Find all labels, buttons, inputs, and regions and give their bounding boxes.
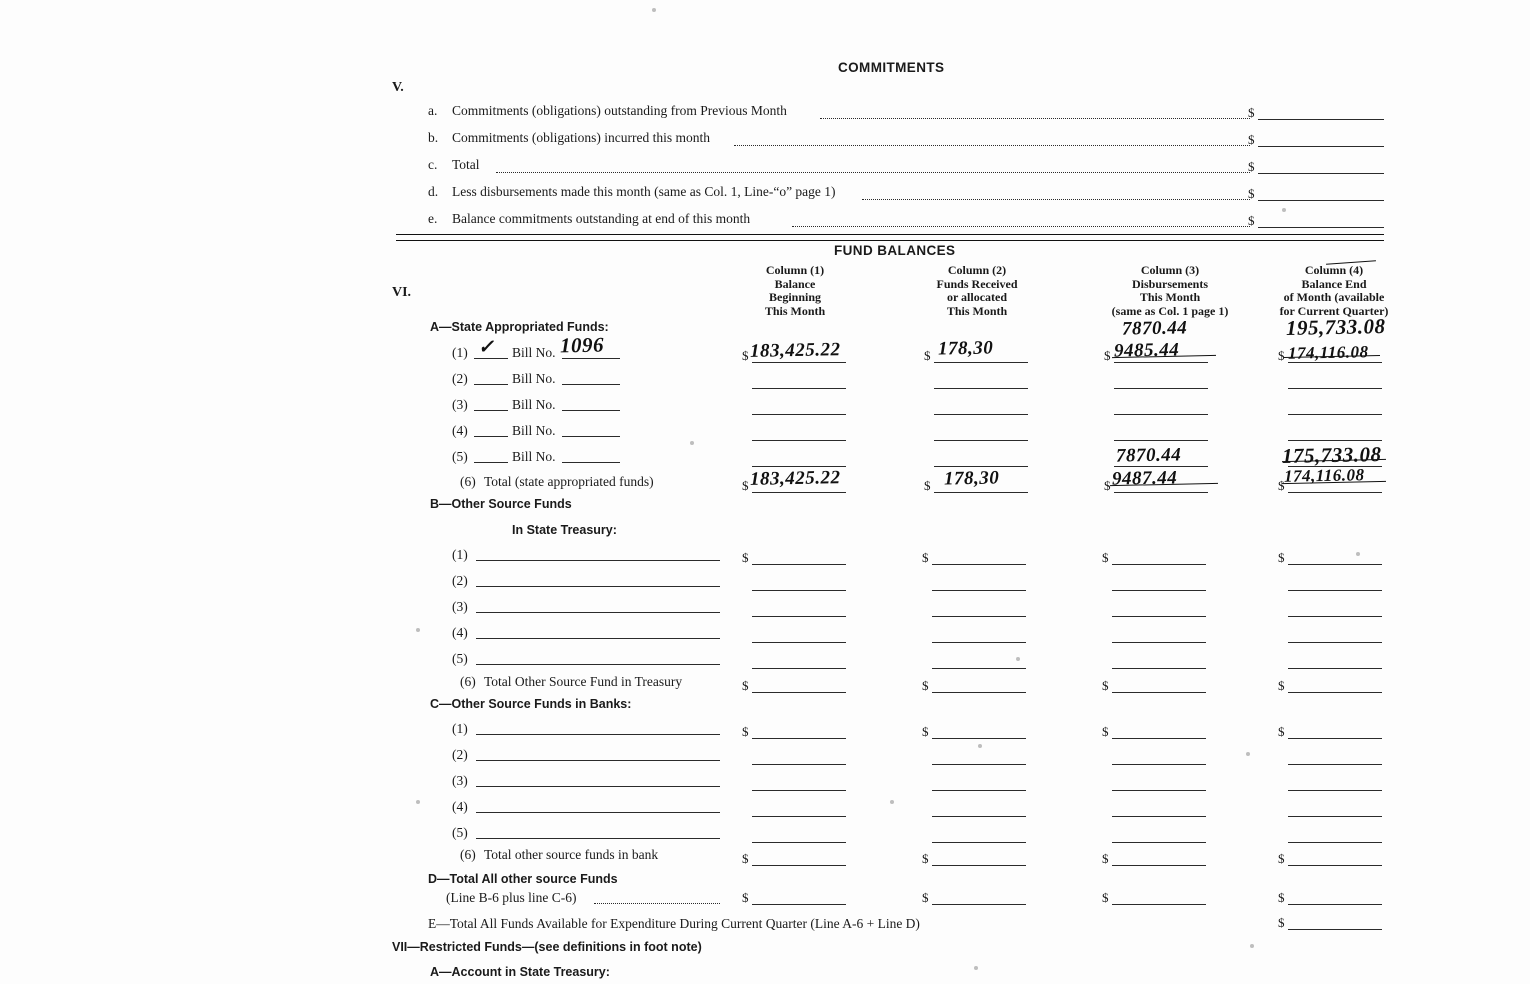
- c6-col2-line[interactable]: [932, 865, 1026, 866]
- group-a-heading: A—State Appropriated Funds:: [430, 320, 609, 334]
- commitments-amount-line[interactable]: [1258, 173, 1384, 174]
- currency-symbol: $: [742, 851, 749, 866]
- c4-col4-line[interactable]: [1288, 816, 1382, 817]
- a3-col3-line[interactable]: [1114, 414, 1208, 415]
- bill-number-line[interactable]: [562, 410, 620, 411]
- c6-col3-line[interactable]: [1112, 865, 1206, 866]
- column-3-line3: (same as Col. 1 page 1): [1111, 303, 1229, 318]
- b6-col1-line[interactable]: [752, 692, 846, 693]
- c6-col1-line[interactable]: [752, 865, 846, 866]
- column-3-line1: Disbursements: [1131, 276, 1208, 291]
- handwritten-bill-no: 1096: [559, 332, 605, 358]
- bill-row-label: Bill No.: [512, 423, 556, 438]
- scan-speck: [690, 441, 694, 445]
- bill-row-label: Bill No.: [512, 397, 556, 412]
- c3-col4-line[interactable]: [1288, 790, 1382, 791]
- currency-symbol: $: [1248, 213, 1255, 228]
- a6-col2-line[interactable]: [934, 492, 1028, 493]
- group-b-heading: B—Other Source Funds: [430, 497, 572, 511]
- a6-col3-line[interactable]: [1114, 492, 1208, 493]
- c-row-number: (5): [452, 825, 468, 840]
- b4-col2-line[interactable]: [932, 642, 1026, 643]
- currency-symbol: $: [1102, 550, 1109, 565]
- leader-dots: [820, 118, 1250, 119]
- group-a-total-label: Total (state appropriated funds): [484, 474, 654, 489]
- b4-desc-line[interactable]: [476, 638, 720, 639]
- handwritten-check: ✓: [477, 336, 495, 359]
- c-row-number: (1): [452, 721, 468, 736]
- c3-col3-line[interactable]: [1112, 790, 1206, 791]
- currency-symbol: $: [924, 478, 931, 493]
- commitments-row-label: Balance commitments outstanding at end of this month: [452, 211, 751, 226]
- column-1-header: [730, 264, 860, 318]
- scan-speck: [1356, 552, 1360, 556]
- c3-desc-line[interactable]: [476, 786, 720, 787]
- b2-col2-line[interactable]: [932, 590, 1026, 591]
- bill-row-label: Bill No.: [512, 371, 556, 386]
- c2-col3-line[interactable]: [1112, 764, 1206, 765]
- currency-symbol: $: [742, 678, 749, 693]
- commitments-amount-line[interactable]: [1258, 200, 1384, 201]
- d-col3-line[interactable]: [1112, 904, 1206, 905]
- handwritten-a6-col3-struck: 9487.44: [1111, 467, 1178, 490]
- commitments-row-label: Commitments (obligations) incurred this month: [452, 130, 710, 145]
- c5-col4-line[interactable]: [1288, 842, 1382, 843]
- bill-row-number: (3): [452, 397, 468, 412]
- column-2-title: Column (2): [947, 263, 1007, 277]
- currency-symbol: $: [1104, 348, 1111, 363]
- c4-col1-line[interactable]: [752, 816, 846, 817]
- column-4-line2: of Month (available: [1283, 290, 1385, 304]
- commitments-amount-line[interactable]: [1258, 146, 1384, 147]
- commitments-row-label: Less disbursements made this month (same as Col. 1, Line-“o” page 1): [452, 184, 836, 199]
- column-2-line1: Funds Received: [936, 276, 1018, 291]
- scan-speck: [1246, 752, 1250, 756]
- c-row-number: (3): [452, 773, 468, 788]
- currency-symbol: $: [924, 348, 931, 363]
- currency-symbol: $: [1278, 678, 1285, 693]
- a2-col2-line[interactable]: [934, 388, 1028, 389]
- handwritten-a6-col4-top: 175,733.08: [1281, 442, 1382, 468]
- a2-col4-line[interactable]: [1288, 388, 1382, 389]
- currency-symbol: $: [1248, 105, 1255, 120]
- handwritten-a1-col3-struck: 9485.44: [1113, 339, 1180, 362]
- b2-col3-line[interactable]: [1112, 590, 1206, 591]
- scan-speck: [652, 8, 656, 12]
- c1-col3-line[interactable]: [1112, 738, 1206, 739]
- column-3-header: [1084, 264, 1256, 318]
- b6-col4-line[interactable]: [1288, 692, 1382, 693]
- b-row-number: (5): [452, 651, 468, 666]
- leader-dots: [792, 226, 1250, 227]
- currency-symbol: $: [1278, 478, 1285, 493]
- column-2-header: [906, 264, 1048, 318]
- handwritten-a6-col1: 183,425.22: [749, 467, 841, 490]
- c1-col1-line[interactable]: [752, 738, 846, 739]
- group-c-heading: C—Other Source Funds in Banks:: [430, 697, 632, 711]
- scan-speck: [890, 800, 894, 804]
- a4-col4-line[interactable]: [1288, 440, 1382, 441]
- c5-col3-line[interactable]: [1112, 842, 1206, 843]
- bill-number-line[interactable]: [562, 462, 620, 463]
- a3-col4-line[interactable]: [1288, 414, 1382, 415]
- commitments-row-letter: b.: [428, 130, 439, 145]
- b2-col4-line[interactable]: [1288, 590, 1382, 591]
- b1-desc-line[interactable]: [476, 560, 720, 561]
- b5-col4-line[interactable]: [1288, 668, 1382, 669]
- scan-speck: [978, 744, 982, 748]
- b5-col3-line[interactable]: [1112, 668, 1206, 669]
- d-col4-line[interactable]: [1288, 904, 1382, 905]
- b-row-number: (4): [452, 625, 468, 640]
- c2-desc-line[interactable]: [476, 760, 720, 761]
- handwritten-a1-col2: 178,30: [937, 337, 994, 360]
- column-1-title: Column (1): [765, 263, 825, 277]
- currency-symbol: $: [742, 348, 749, 363]
- b5-col2-line[interactable]: [932, 668, 1026, 669]
- column-1-line1: Balance: [774, 276, 816, 291]
- commitments-amount-line[interactable]: [1258, 119, 1384, 120]
- commitments-row-letter: e.: [428, 211, 438, 226]
- group-c-total-number: (6): [460, 847, 476, 862]
- b3-col3-line[interactable]: [1112, 616, 1206, 617]
- bill-prefix-line[interactable]: [474, 436, 508, 437]
- b-row-number: (3): [452, 599, 468, 614]
- currency-symbol: $: [1278, 890, 1285, 905]
- currency-symbol: $: [742, 550, 749, 565]
- currency-symbol: $: [742, 890, 749, 905]
- group-b-subheading: In State Treasury:: [512, 523, 617, 537]
- group-b-total-label: Total Other Source Fund in Treasury: [484, 674, 683, 689]
- currency-symbol: $: [1278, 550, 1285, 565]
- currency-symbol: $: [1248, 159, 1255, 174]
- currency-symbol: $: [922, 550, 929, 565]
- b3-col1-line[interactable]: [752, 616, 846, 617]
- column-3-line2: This Month: [1139, 290, 1201, 304]
- a4-col2-line[interactable]: [934, 440, 1028, 441]
- scan-speck: [416, 628, 420, 632]
- b-row-number: (1): [452, 547, 468, 562]
- currency-symbol: $: [922, 678, 929, 693]
- currency-symbol: $: [922, 890, 929, 905]
- column-4-title: Column (4): [1304, 263, 1364, 277]
- column-3-title: Column (3): [1140, 263, 1200, 277]
- currency-symbol: $: [1278, 724, 1285, 739]
- c5-desc-line[interactable]: [476, 838, 720, 839]
- group-b-total-number: (6): [460, 674, 476, 689]
- bill-number-line[interactable]: [562, 384, 620, 385]
- b6-col3-line[interactable]: [1112, 692, 1206, 693]
- c5-col1-line[interactable]: [752, 842, 846, 843]
- b3-desc-line[interactable]: [476, 612, 720, 613]
- bill-number-line[interactable]: [562, 436, 620, 437]
- b4-col3-line[interactable]: [1112, 642, 1206, 643]
- d-col2-line[interactable]: [932, 904, 1026, 905]
- c-row-number: (4): [452, 799, 468, 814]
- c2-col1-line[interactable]: [752, 764, 846, 765]
- leader-dots: [594, 903, 720, 904]
- section-number-v: V.: [392, 80, 404, 95]
- group-d-heading-line1: D—Total All other source Funds: [428, 872, 618, 886]
- currency-symbol: $: [1248, 132, 1255, 147]
- currency-symbol: $: [922, 851, 929, 866]
- scan-speck: [1250, 944, 1254, 948]
- e-col4-line[interactable]: [1288, 929, 1382, 930]
- c5-col2-line[interactable]: [932, 842, 1026, 843]
- b2-desc-line[interactable]: [476, 586, 720, 587]
- a4-col3-line[interactable]: [1114, 440, 1208, 441]
- d-col1-line[interactable]: [752, 904, 846, 905]
- section-number-vi: VI.: [392, 285, 412, 300]
- c1-col4-line[interactable]: [1288, 738, 1382, 739]
- a2-col3-line[interactable]: [1114, 388, 1208, 389]
- c2-col2-line[interactable]: [932, 764, 1026, 765]
- scan-speck: [974, 966, 978, 970]
- b-row-number: (2): [452, 573, 468, 588]
- currency-symbol: $: [1102, 890, 1109, 905]
- currency-symbol: $: [1278, 851, 1285, 866]
- column-1-line3: This Month: [764, 303, 826, 318]
- currency-symbol: $: [922, 724, 929, 739]
- c4-col2-line[interactable]: [932, 816, 1026, 817]
- a2-col1-line[interactable]: [752, 388, 846, 389]
- handwritten-a6-col2: 178,30: [943, 467, 1000, 490]
- a6-col1-line[interactable]: [752, 492, 846, 493]
- a3-col1-line[interactable]: [752, 414, 846, 415]
- b4-col4-line[interactable]: [1288, 642, 1382, 643]
- a4-col1-line[interactable]: [752, 440, 846, 441]
- column-4-header: [1258, 264, 1410, 318]
- c3-col1-line[interactable]: [752, 790, 846, 791]
- currency-symbol: $: [1278, 915, 1285, 930]
- commitments-row-letter: d.: [428, 184, 439, 199]
- c3-col2-line[interactable]: [932, 790, 1026, 791]
- b3-col4-line[interactable]: [1288, 616, 1382, 617]
- leader-dots: [734, 145, 1250, 146]
- handwritten-a6-col3-top: 7870.44: [1115, 444, 1182, 467]
- group-d-heading-line2: (Line B-6 plus line C-6): [446, 890, 577, 905]
- b2-col1-line[interactable]: [752, 590, 846, 591]
- column-2-line2: or allocated: [946, 290, 1008, 304]
- currency-symbol: $: [1248, 186, 1255, 201]
- bill-prefix-line[interactable]: [474, 462, 508, 463]
- column-2-line3: This Month: [946, 303, 1008, 318]
- bill-row-label: Bill No.: [512, 449, 556, 464]
- b5-col1-line[interactable]: [752, 668, 846, 669]
- c1-col2-line[interactable]: [932, 738, 1026, 739]
- bill-row-number: (2): [452, 371, 468, 386]
- handwritten-a1-col3-top: 7870.44: [1121, 317, 1188, 340]
- leader-dots: [496, 172, 1250, 173]
- group-c-total-label: Total other source funds in bank: [484, 847, 659, 862]
- scan-speck: [1016, 657, 1020, 661]
- a3-col2-line[interactable]: [934, 414, 1028, 415]
- c1-desc-line[interactable]: [476, 734, 720, 735]
- c4-col3-line[interactable]: [1112, 816, 1206, 817]
- leader-dots: [862, 199, 1250, 200]
- b1-col3-line[interactable]: [1112, 564, 1206, 565]
- c-row-number: (2): [452, 747, 468, 762]
- bill-row-label: Bill No.: [512, 345, 556, 360]
- currency-symbol: $: [742, 478, 749, 493]
- group-e-heading: E—Total All Funds Available for Expenditure During Current Quarter (Line A-6 + Line D): [428, 916, 920, 931]
- commitments-row-letter: a.: [428, 103, 438, 118]
- a1-col2-line[interactable]: [934, 362, 1028, 363]
- c6-col4-line[interactable]: [1288, 865, 1382, 866]
- bill-prefix-line[interactable]: [474, 410, 508, 411]
- currency-symbol: $: [1102, 724, 1109, 739]
- fund-balances-title: FUND BALANCES: [834, 243, 956, 258]
- handwritten-a1-col4-struck: 174,116.08: [1287, 342, 1369, 363]
- bill-row-number: (1): [452, 345, 468, 360]
- scan-speck: [416, 800, 420, 804]
- handwritten-a6-col4-struck: 174,116.08: [1283, 465, 1365, 486]
- b5-desc-line[interactable]: [476, 664, 720, 665]
- commitments-row-label: Commitments (obligations) outstanding from Previous Month: [452, 103, 787, 118]
- b3-col2-line[interactable]: [932, 616, 1026, 617]
- bill-row-number: (5): [452, 449, 468, 464]
- currency-symbol: $: [1278, 348, 1285, 363]
- commitments-title: COMMITMENTS: [838, 60, 945, 75]
- a6-col4-line[interactable]: [1288, 492, 1382, 493]
- commitments-row-letter: c.: [428, 157, 438, 172]
- b1-col2-line[interactable]: [932, 564, 1026, 565]
- b4-col1-line[interactable]: [752, 642, 846, 643]
- currency-symbol: $: [1104, 478, 1111, 493]
- b1-col4-line[interactable]: [1288, 564, 1382, 565]
- section-divider: [396, 234, 1384, 241]
- b6-col2-line[interactable]: [932, 692, 1026, 693]
- column-4-line3: for Current Quarter): [1279, 303, 1389, 318]
- c2-col4-line[interactable]: [1288, 764, 1382, 765]
- column-1-line2: Beginning: [768, 290, 822, 304]
- bill-prefix-line[interactable]: [474, 384, 508, 385]
- commitments-amount-line[interactable]: [1258, 227, 1384, 228]
- bill-row-number: (4): [452, 423, 468, 438]
- restricted-account-heading: A—Account in State Treasury:: [430, 965, 610, 979]
- handwritten-a1-col1: 183,425.22: [749, 339, 841, 362]
- group-a-total-number: (6): [460, 474, 476, 489]
- currency-symbol: $: [1102, 678, 1109, 693]
- currency-symbol: $: [742, 724, 749, 739]
- commitments-row-label: Total: [452, 157, 480, 172]
- currency-symbol: $: [1102, 851, 1109, 866]
- handwritten-a1-col4-top: 195,733.08: [1285, 314, 1386, 340]
- scan-speck: [1282, 208, 1286, 212]
- b1-col1-line[interactable]: [752, 564, 846, 565]
- column-4-line1: Balance End: [1301, 276, 1367, 291]
- restricted-funds-heading: VII—Restricted Funds—(see definitions in foot note): [392, 940, 702, 954]
- c4-desc-line[interactable]: [476, 812, 720, 813]
